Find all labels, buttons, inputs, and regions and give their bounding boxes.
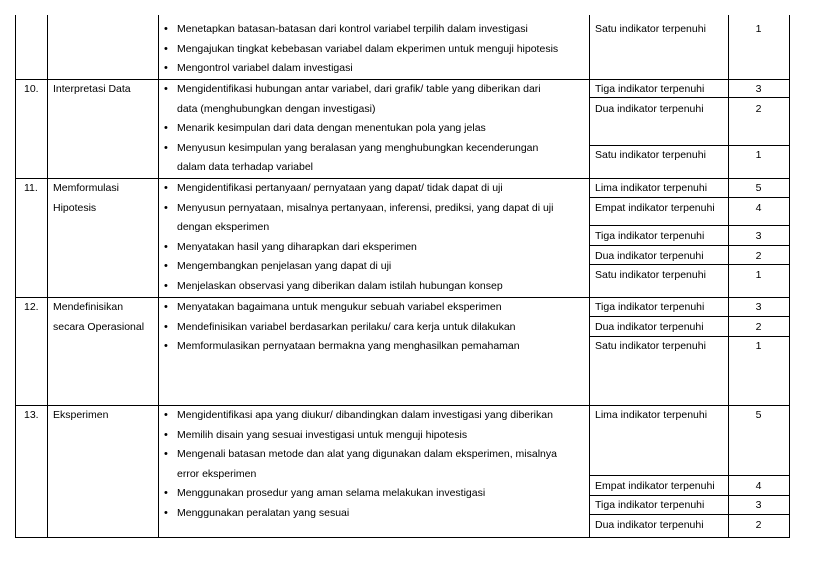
criteria-label: Empat indikator terpenuhi: [595, 201, 715, 214]
criteria-label: Empat indikator terpenuhi: [595, 479, 715, 492]
indicator-text: Menyusun pernyataan, misalnya pertanyaan, inferensi, prediksi, yang dapat di uji: [177, 201, 554, 214]
score-value: 2: [755, 102, 762, 115]
indicator-text: Mengidentifikasi pertanyaan/ pernyataan yang dapat/ tidak dapat di uji: [177, 182, 503, 194]
score-value: 2: [755, 320, 762, 333]
indicator-text: dengan eksperimen: [177, 221, 270, 234]
score-value: 2: [755, 518, 762, 531]
bullet-icon: •: [164, 507, 168, 519]
indicator-text: Mendefinisikan variabel berdasarkan perilaku/ cara kerja untuk dilakukan: [177, 320, 516, 333]
indicator-text: Menjelaskan observasi yang diberikan dalam istilah hubungan konsep: [177, 280, 503, 292]
indicator-text: Menarik kesimpulan dari data dengan menentukan pola yang jelas: [177, 122, 486, 135]
criteria-label: Dua indikator terpenuhi: [595, 518, 704, 531]
bullet-icon: •: [164, 182, 168, 194]
bullet-icon: •: [164, 487, 168, 500]
score-value: 5: [755, 182, 762, 194]
aspect-label: Eksperimen: [53, 409, 109, 421]
aspect-label: Hipotesis: [53, 201, 97, 214]
bullet-icon: •: [164, 409, 168, 421]
row-border: [15, 79, 790, 80]
score-value: 4: [755, 479, 762, 492]
criteria-label: Tiga indikator terpenuhi: [595, 83, 705, 95]
criteria-separator: [589, 245, 790, 246]
indicator-text: data (menghubungkan dengan investigasi): [177, 102, 376, 115]
indicator-text: Memilih disain yang sesuai investigasi untuk menguji hipotesis: [177, 428, 468, 441]
bullet-icon: •: [164, 448, 168, 461]
criteria-separator: [589, 514, 790, 515]
indicator-text: Menyusun kesimpulan yang beralasan yang menghubungkan kecenderungan: [177, 141, 539, 154]
score-value: 3: [755, 499, 762, 512]
score-value: 1: [755, 340, 762, 353]
row-number: 11.: [24, 182, 38, 194]
score-value: 4: [755, 201, 762, 214]
score-value: 1: [755, 148, 762, 161]
indicator-text: Mengajukan tingkat kebebasan variabel dalam ekperimen untuk menguji hipotesis: [177, 42, 559, 55]
criteria-separator: [589, 225, 790, 226]
indicator-text: Menyatakan bagaimana untuk mengukur sebuah variabel eksperimen: [177, 301, 502, 313]
row-number: 12.: [24, 301, 39, 313]
bullet-icon: •: [164, 83, 168, 95]
indicator-text: Mengembangkan penjelasan yang dapat di uji: [177, 260, 392, 273]
score-value: 3: [755, 83, 762, 95]
bullet-icon: •: [164, 62, 168, 75]
bullet-icon: •: [164, 42, 168, 55]
criteria-label: Dua indikator terpenuhi: [595, 320, 704, 333]
criteria-label: Tiga indikator terpenuhi: [595, 301, 705, 313]
score-value: 3: [755, 230, 762, 243]
criteria-separator: [589, 495, 790, 496]
indicator-text: Mengontrol variabel dalam investigasi: [177, 62, 353, 75]
criteria-label: Dua indikator terpenuhi: [595, 102, 704, 115]
criteria-separator: [589, 475, 790, 476]
column-border: [589, 15, 590, 538]
column-border: [47, 15, 48, 538]
bullet-icon: •: [164, 122, 168, 135]
criteria-label: Tiga indikator terpenuhi: [595, 230, 705, 243]
criteria-separator: [589, 97, 790, 98]
row-border: [15, 178, 790, 179]
indicator-text: Mengidentifikasi hubungan antar variabel, dari grafik/ table yang diberikan dari: [177, 83, 541, 95]
indicator-text: Menggunakan peralatan yang sesuai: [177, 507, 350, 519]
criteria-label: Satu indikator terpenuhi: [595, 23, 706, 35]
bullet-icon: •: [164, 301, 168, 313]
bullet-icon: •: [164, 23, 168, 35]
row-border: [15, 405, 790, 406]
criteria-label: Dua indikator terpenuhi: [595, 249, 704, 262]
bullet-icon: •: [164, 320, 168, 333]
bullet-icon: •: [164, 280, 168, 292]
column-border: [15, 15, 16, 538]
criteria-label: Satu indikator terpenuhi: [595, 269, 706, 282]
criteria-separator: [589, 197, 790, 198]
score-value: 5: [755, 409, 762, 421]
row-border: [15, 537, 790, 538]
indicator-text: Menetapkan batasan-batasan dari kontrol variabel terpilih dalam investigasi: [177, 23, 528, 35]
criteria-separator: [589, 336, 790, 337]
score-value: 1: [755, 23, 762, 35]
row-number: 13.: [24, 409, 39, 421]
score-value: 3: [755, 301, 762, 313]
criteria-label: Satu indikator terpenuhi: [595, 148, 706, 161]
bullet-icon: •: [164, 141, 168, 154]
column-border: [158, 15, 159, 538]
row-border: [15, 297, 790, 298]
indicator-text: dalam data terhadap variabel: [177, 161, 314, 174]
aspect-label: Memformulasi: [53, 182, 119, 194]
criteria-separator: [589, 264, 790, 265]
criteria-separator: [589, 145, 790, 146]
score-value: 2: [755, 249, 762, 262]
column-border: [789, 15, 790, 538]
aspect-label: secara Operasional: [53, 320, 145, 333]
indicator-text: Mengidentifikasi apa yang diukur/ dibandingkan dalam investigasi yang diberikan: [177, 409, 553, 421]
criteria-label: Lima indikator terpenuhi: [595, 409, 708, 421]
bullet-icon: •: [164, 260, 168, 273]
indicator-text: Mengenali batasan metode dan alat yang digunakan dalam eksperimen, misalnya: [177, 448, 557, 461]
indicator-text: Menggunakan prosedur yang aman selama melakukan investigasi: [177, 487, 486, 500]
bullet-icon: •: [164, 201, 168, 214]
bullet-icon: •: [164, 240, 168, 253]
bullet-icon: •: [164, 340, 168, 353]
row-number: 10.: [24, 83, 39, 95]
score-value: 1: [755, 269, 762, 282]
criteria-label: Satu indikator terpenuhi: [595, 340, 706, 353]
indicator-text: error eksperimen: [177, 467, 257, 480]
criteria-label: Lima indikator terpenuhi: [595, 182, 708, 194]
criteria-label: Tiga indikator terpenuhi: [595, 499, 705, 512]
bullet-icon: •: [164, 428, 168, 441]
criteria-separator: [589, 316, 790, 317]
aspect-label: Mendefinisikan: [53, 301, 124, 313]
indicator-text: Menyatakan hasil yang diharapkan dari eksperimen: [177, 240, 417, 253]
aspect-label: Interpretasi Data: [53, 83, 131, 95]
indicator-text: Memformulasikan pernyataan bermakna yang menghasilkan pemahaman: [177, 340, 520, 353]
